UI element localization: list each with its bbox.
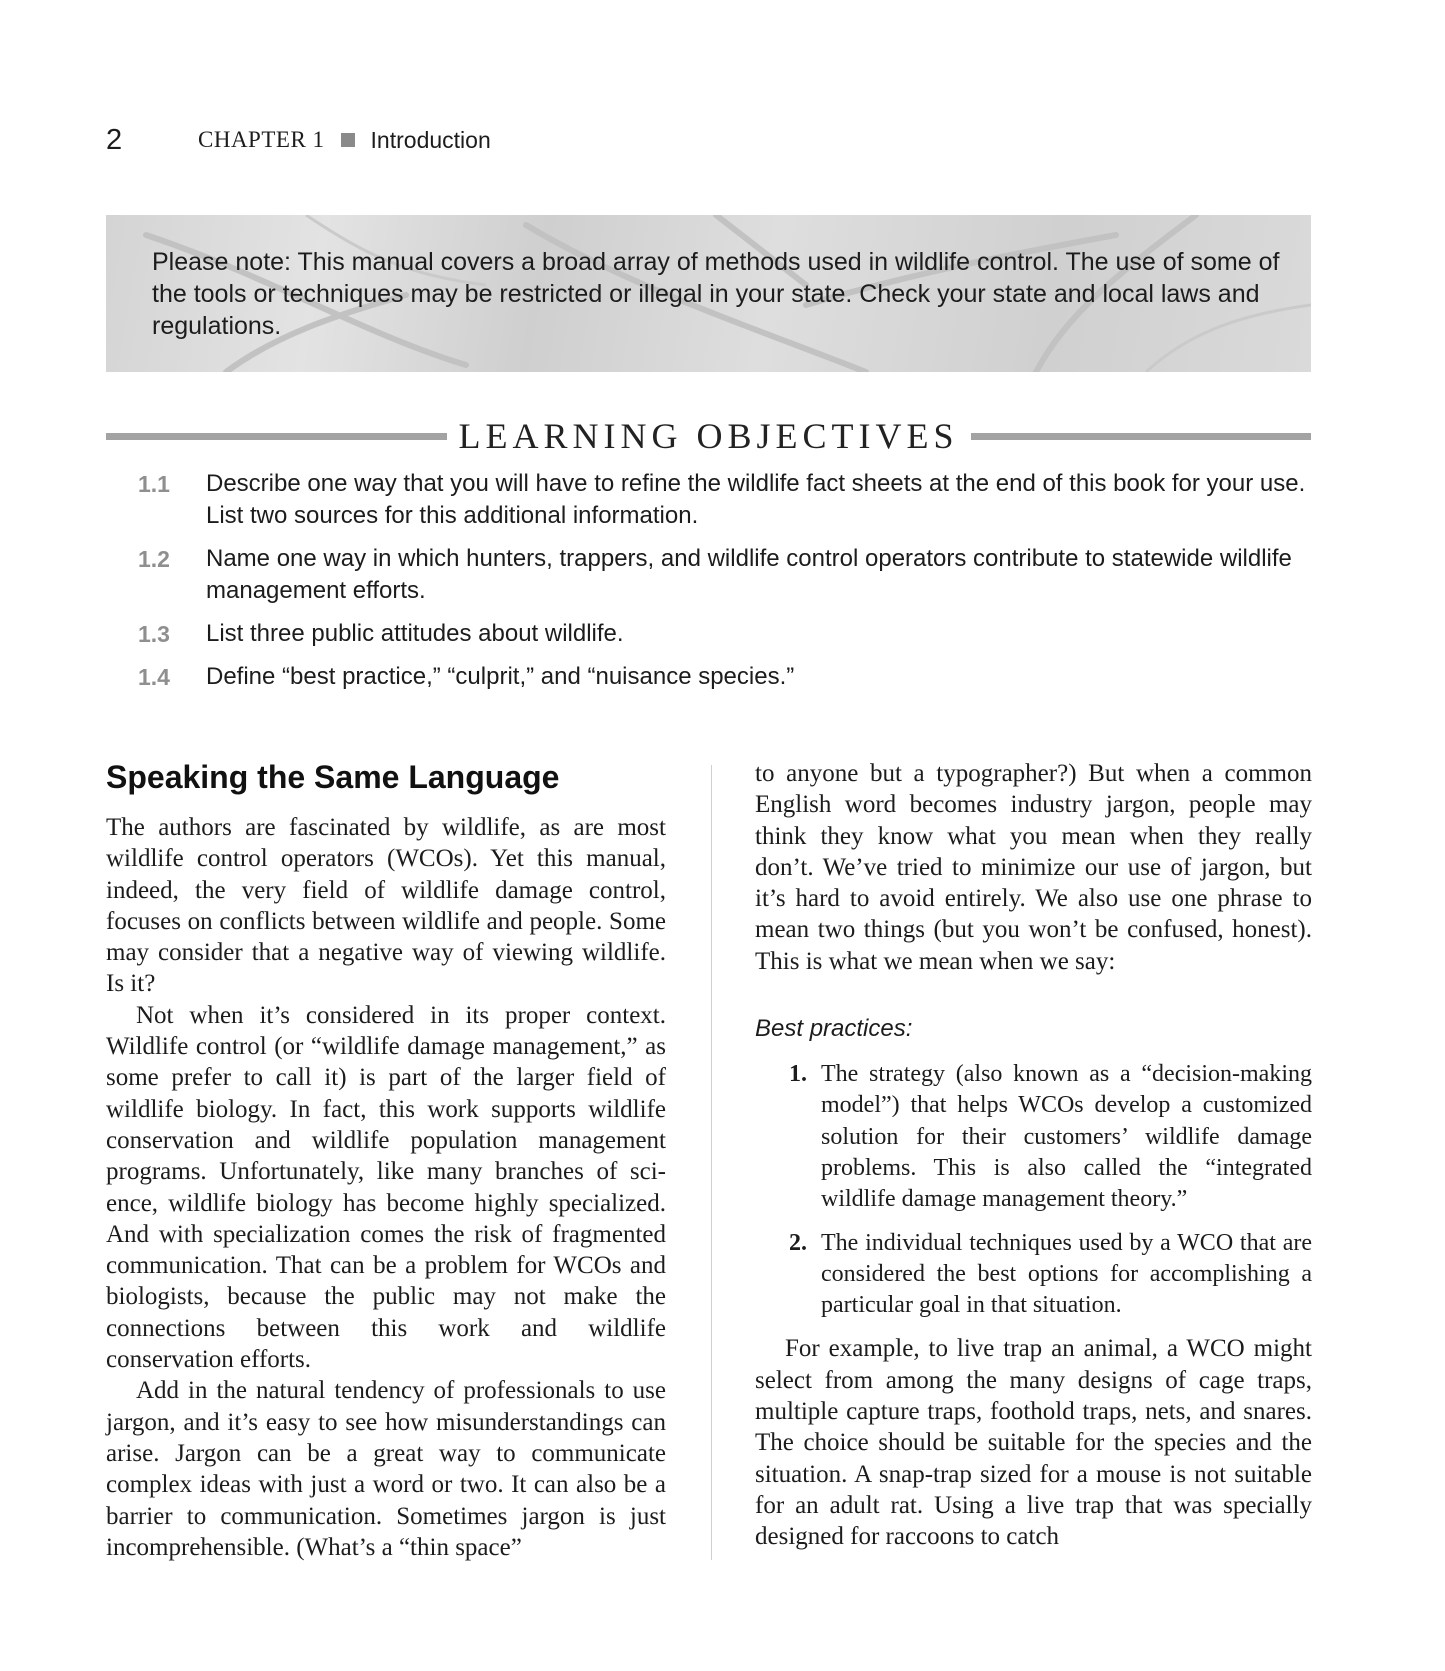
body-paragraph: Not when it’s considered in its proper context. Wildlife control (or “wildlife damage management,” as some prefer to call it) is part of the larger field of wildlife biology. In fact, this work supports wildlife conservation and wildlife population management programs. Unfortunately, like many branches of science, wildlife biology has become highly specialized. And with specialization comes the risk of fragmented communication. That can be a problem for WCOs and biologists, because the public may not make the connections between this work and wildlife conservation efforts. bbox=[106, 1001, 666, 1374]
list-item-number: 1. bbox=[789, 1061, 807, 1088]
objective-text: Name one way in which hunters, trappers, and wildlife control operators contribute to statewide wildlife management efforts. bbox=[206, 545, 1292, 604]
objective-number: 1.1 bbox=[138, 471, 170, 497]
running-head bbox=[106, 120, 491, 160]
objective-item bbox=[138, 661, 1313, 693]
chapter-label: CHAPTER 1 bbox=[198, 127, 325, 152]
separator-square-icon bbox=[341, 133, 355, 147]
objective-number: 1.4 bbox=[138, 664, 170, 690]
objective-number: 1.2 bbox=[138, 546, 170, 572]
list-item-text: The strategy (also known as a “decision-making model”) that helps WCOs develop a customized solution for their customers’ wildlife damage problems. This is also called the “integrated wildlife damage management theory.” bbox=[821, 1061, 1312, 1213]
best-practices-heading: Best practices: bbox=[755, 1015, 913, 1043]
heading-rule-left bbox=[106, 433, 447, 440]
objective-text: Define “best practice,” “culprit,” and “nuisance species.” bbox=[206, 663, 795, 690]
column-divider bbox=[711, 765, 712, 1560]
note-text: Please note: This manual covers a broad array of methods used in wildlife control. The use of some of the tools or techniques may be restricted or illegal in your state. Check your state and local laws and regulations. bbox=[152, 248, 1280, 340]
body-paragraph: to anyone but a typographer?) But when a common English word becomes industry jargon, people may think they know what you mean when they really don’t. We’ve tried to minimize our use of jargon, but it’s hard to avoid entirely. We also use one phrase to mean two things (but you won’t be confused, honest). This is what we mean when we say: bbox=[755, 760, 1312, 975]
body-paragraph: Add in the natural tendency of professionals to use jargon, and it’s easy to see how misunderstandings can arise. Jargon can be a great way to communicate complex ideas with just a word or two. It can also be a barrier to communication. Sometimes jargon is just incomprehensible. (What’s a “thin space” bbox=[106, 1377, 666, 1561]
objective-item bbox=[138, 468, 1313, 532]
best-practices-list bbox=[755, 1059, 1312, 1321]
list-item-text: The individual techniques used by a WCO that are considered the best options for accomplishing a particular goal in that situation. bbox=[821, 1229, 1312, 1319]
objective-text: List three public attitudes about wildlife. bbox=[206, 620, 624, 647]
section-title: Speaking the Same Language bbox=[106, 759, 560, 795]
learning-objectives-heading: LEARNING OBJECTIVES bbox=[458, 416, 959, 456]
objective-item bbox=[138, 618, 1313, 650]
list-item bbox=[755, 1059, 1312, 1215]
body-paragraph: The authors are fascinated by wildlife, as are most wildlife control operators (WCOs). Yet this manual, indeed, the very field of wildlife damage control, focuses on conflicts between wildlife and people. Some may consider that a negative way of viewing wildlife. Is it? bbox=[106, 814, 666, 998]
objective-item bbox=[138, 543, 1313, 607]
chapter-title: Introduction bbox=[370, 126, 491, 153]
learning-objectives-heading-row bbox=[106, 412, 1311, 460]
heading-rule-right bbox=[971, 433, 1312, 440]
right-column bbox=[755, 758, 1312, 1553]
objective-number: 1.3 bbox=[138, 621, 170, 647]
page-number: 2 bbox=[106, 123, 123, 156]
note-box bbox=[106, 215, 1311, 372]
list-item-number: 2. bbox=[789, 1229, 807, 1256]
learning-objectives-list bbox=[138, 468, 1313, 704]
objective-text: Describe one way that you will have to refine the wildlife fact sheets at the end of this book for your use. List two sources for this additional information. bbox=[206, 470, 1306, 529]
list-item bbox=[755, 1228, 1312, 1322]
left-column bbox=[106, 756, 666, 1563]
body-paragraph: For example, to live trap an animal, a WCO might select from among the many designs of cage traps, multiple capture traps, foothold traps, nets, and snares. The choice should be suitable for the species and the situation. A snap-trap sized for a mouse is not suitable for an adult rat. Using a live trap that was specially designed for raccoons to catch bbox=[755, 1335, 1312, 1551]
